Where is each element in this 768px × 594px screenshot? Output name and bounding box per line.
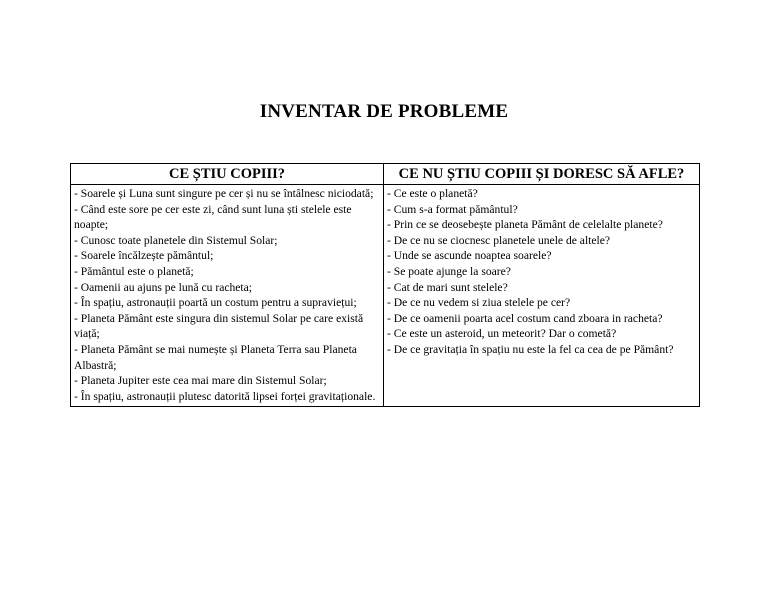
list-item: - De ce nu se ciocnesc planetele unele de altele? [387,233,611,247]
column-header-known: CE ȘTIU COPIII? [71,164,384,185]
list-item: - În spațiu, astronauții plutesc datorită lipsei forței gravitaționale. [74,389,376,403]
list-item: - Ce este o planetă? [387,187,478,200]
list-item: - Prin ce se deosebește planeta Pământ de celelalte planete? [387,218,663,232]
list-item: - Soarele și Luna sunt singure pe cer și nu se întâlnesc niciodată; [74,187,374,200]
list-item: - Cat de mari sunt stelele? [387,280,508,294]
list-item: - De ce gravitația în spațiu nu este la fel ca cea de pe Pământ? [387,342,674,356]
list-item: - Cunosc toate planetele din Sistemul Solar; [74,233,278,247]
unknown-cell [384,185,700,407]
list-item: - Planeta Jupiter este cea mai mare din Sistemul Solar; [74,374,327,388]
list-item: - Ce este un asteroid, un meteorit? Dar o cometă? [387,327,617,341]
table-row [71,185,700,407]
list-item: - Unde se ascunde noaptea soarele? [387,249,552,263]
known-cell [71,185,384,407]
list-item: - De ce oamenii poarta acel costum cand zboara in racheta? [387,311,663,325]
list-item: - Soarele încălzește pământul; [74,249,214,263]
problem-inventory-table [70,163,700,407]
list-item: - Planeta Pământ se mai numește și Planeta Terra sau Planeta Albastră; [74,342,357,372]
column-header-unknown: CE NU ȘTIU COPIII ȘI DORESC SĂ AFLE? [384,164,700,185]
list-item: - Pământul este o planetă; [74,264,194,278]
list-item: - Oamenii au ajuns pe lună cu racheta; [74,280,253,294]
list-item: - Se poate ajunge la soare? [387,264,511,278]
list-item: - Când este sore pe cer este zi, când sunt luna ști stelele este noapte; [74,202,352,232]
list-item: - Planeta Pământ este singura din sistemul Solar pe care există viață; [74,311,364,341]
list-item: - În spațiu, astronauții poartă un costum pentru a supraviețui; [74,296,357,310]
list-item: - Cum s-a format pământul? [387,202,518,216]
table-header-row [71,164,700,185]
page-title: INVENTAR DE PROBLEME [259,101,509,122]
list-item: - De ce nu vedem si ziua stelele pe cer? [387,296,571,310]
